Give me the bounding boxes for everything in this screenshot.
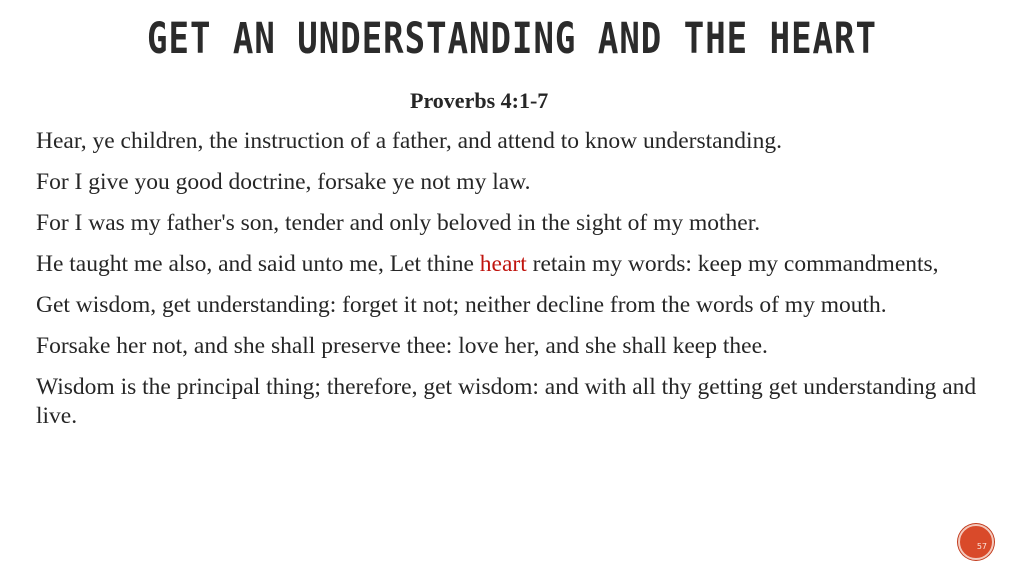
slide-number: 57 — [976, 542, 987, 551]
verse-6: Forsake her not, and she shall preserve thee: love her, and she shall keep thee. — [36, 333, 768, 359]
verse-5: Get wisdom, get understanding: forget it not; neither decline from the words of my mouth. — [36, 292, 887, 318]
scripture-body — [36, 127, 986, 443]
verse-4-part-2: retain my words: keep my commandments, — [526, 251, 939, 277]
slide-number-badge — [958, 524, 994, 560]
verse-4-part-1: He taught me also, and said unto me, Let thine — [36, 251, 480, 277]
verse-4 — [36, 250, 986, 279]
scripture-reference: Proverbs 4:1-7 — [410, 88, 549, 113]
verse-7: Wisdom is the principal thing; therefore, get wisdom: and with all thy getting get understanding and live. — [36, 374, 977, 429]
verse-2: For I give you good doctrine, forsake ye not my law. — [36, 169, 531, 195]
slide-title: GET AN UNDERSTANDING AND THE HEART — [147, 14, 877, 64]
verse-3: For I was my father's son, tender and only beloved in the sight of my mother. — [36, 210, 761, 236]
verse-1: Hear, ye children, the instruction of a father, and attend to know understanding. — [36, 128, 782, 154]
highlighted-word: heart — [479, 251, 527, 277]
